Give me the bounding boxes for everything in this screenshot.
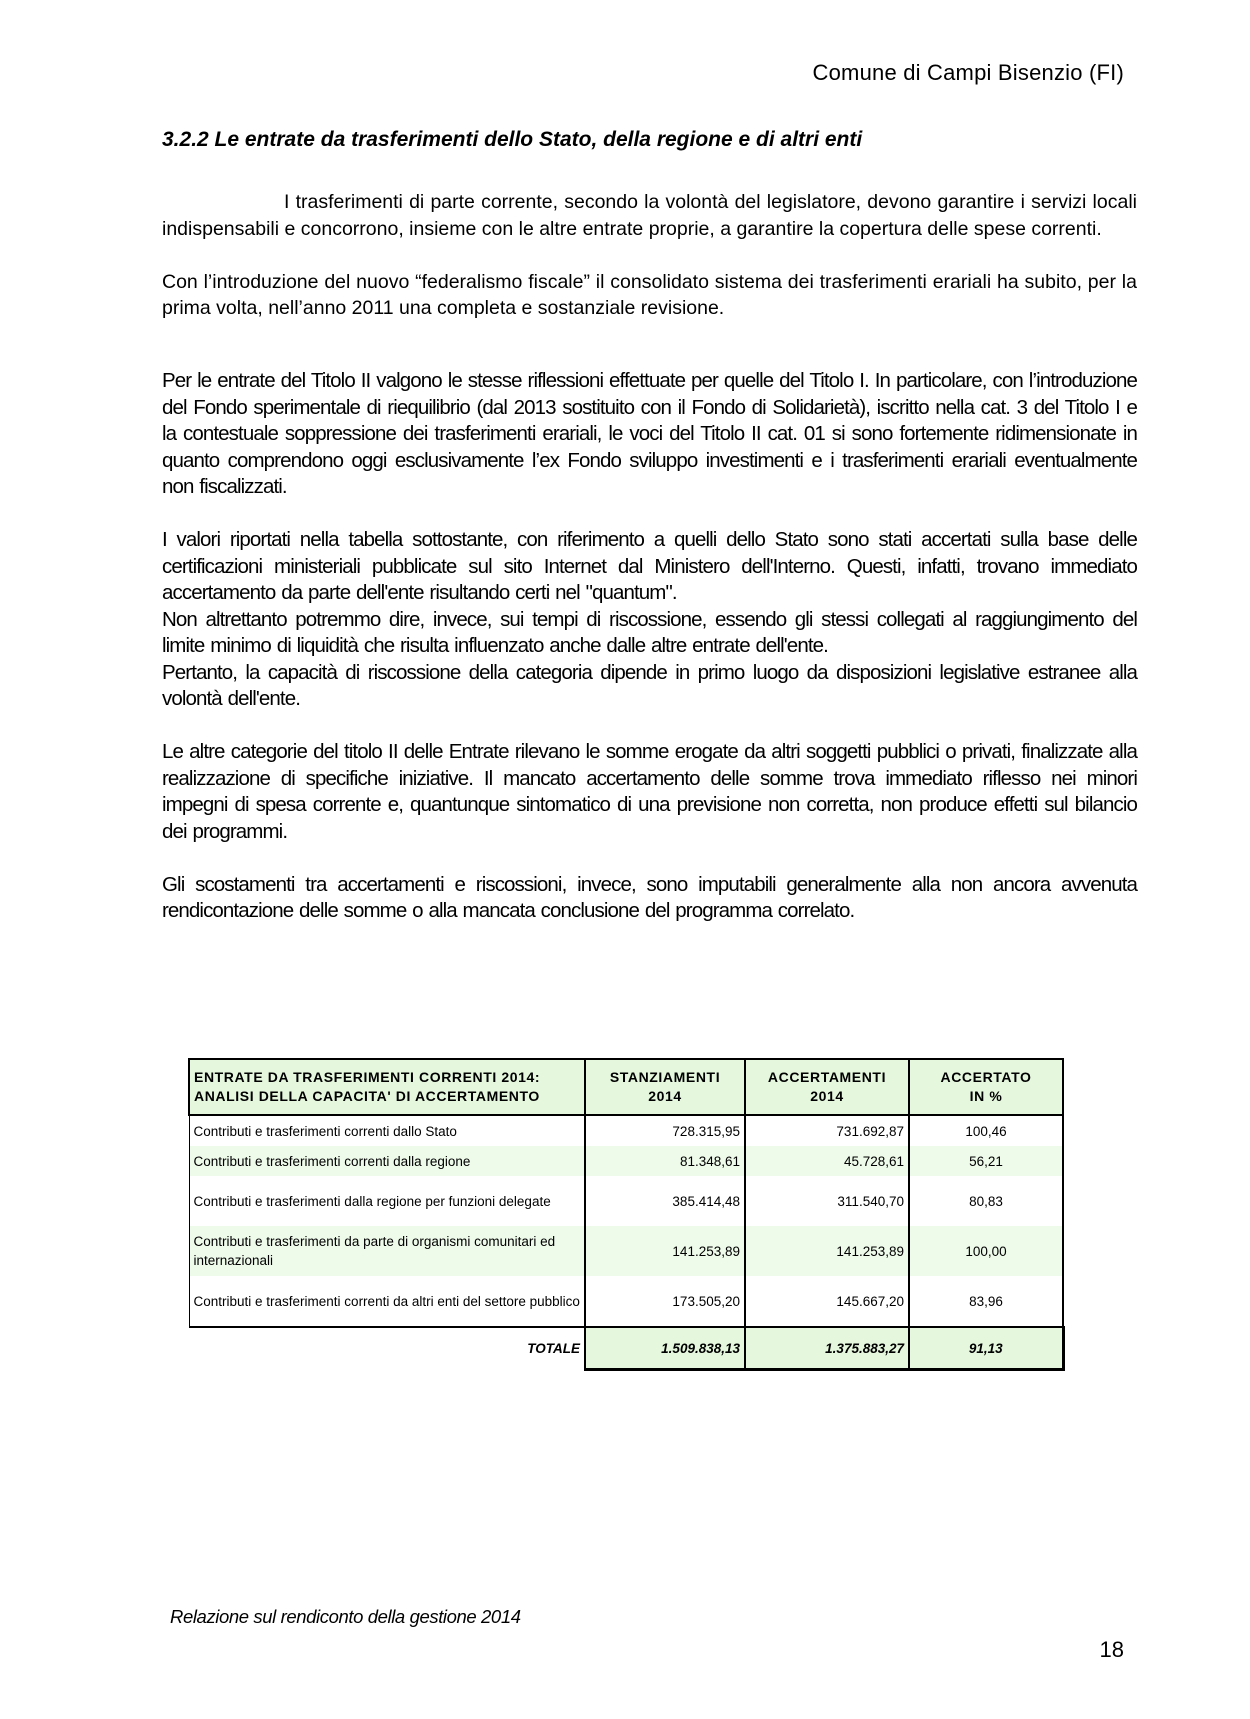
row-percentuale: 80,83 xyxy=(909,1176,1063,1226)
total-stanziamenti: 1.509.838,13 xyxy=(585,1327,745,1370)
total-accertamenti: 1.375.883,27 xyxy=(745,1327,909,1370)
row-label: Contributi e trasferimenti da parte di organismi comunitari ed internazionali xyxy=(189,1226,585,1276)
section-title: 3.2.2 Le entrate da trasferimenti dello Stato, della regione e di altri enti xyxy=(162,128,863,151)
row-accertamenti: 311.540,70 xyxy=(745,1176,909,1226)
paragraph: Con l’introduzione del nuovo “federalismo fiscale” il consolidato sistema dei trasferimenti erariali ha subito, per la prima volta, nell’anno 2011 una completa e sostanziale revisione. xyxy=(162,270,1137,319)
row-stanziamenti: 173.505,20 xyxy=(585,1276,745,1327)
row-percentuale: 83,96 xyxy=(909,1276,1063,1327)
transfers-table xyxy=(188,1058,1065,1371)
row-label: Contributi e trasferimenti dalla regione per funzioni delegate xyxy=(189,1176,585,1226)
table-row xyxy=(189,1176,1063,1226)
table-row xyxy=(189,1226,1063,1276)
row-percentuale: 56,21 xyxy=(909,1146,1063,1176)
total-label: TOTALE xyxy=(527,1341,580,1357)
table-total-row xyxy=(189,1327,1063,1370)
row-stanziamenti: 728.315,95 xyxy=(585,1115,745,1146)
paragraph: Le altre categorie del titolo II delle Entrate rilevano le somme erogate da altri soggetti pubblici o privati, finalizzate alla realizzazione di specifiche iniziative. Il mancato accertamento delle somme trova immediato riflesso nei minori impegni di spesa corrente e, quantunque sintomatico di una previsione non corretta, non produce effetti sul bilancio dei programmi. xyxy=(162,740,1137,843)
row-accertamenti: 45.728,61 xyxy=(745,1146,909,1176)
body-text-block-1 xyxy=(162,189,1137,322)
row-stanziamenti: 81.348,61 xyxy=(585,1146,745,1176)
table-header-row xyxy=(189,1059,1063,1115)
row-percentuale: 100,00 xyxy=(909,1226,1063,1276)
paragraph: Non altrettanto potremmo dire, invece, sui tempi di riscossione, essendo gli stessi collegati al raggiungimento del limite minimo di liquidità che risulta influenzato anche dalle altre entrate dell'ente. xyxy=(162,607,1137,657)
row-accertamenti: 141.253,89 xyxy=(745,1226,909,1276)
row-stanziamenti: 141.253,89 xyxy=(585,1226,745,1276)
footer-report-title: Relazione sul rendiconto della gestione 2014 xyxy=(170,1606,521,1627)
row-percentuale: 100,46 xyxy=(909,1115,1063,1146)
table-row xyxy=(189,1146,1063,1176)
row-accertamenti: 145.667,20 xyxy=(745,1276,909,1327)
paragraph: I valori riportati nella tabella sottostante, con riferimento a quelli dello Stato sono stati accertati sulla base delle certificazioni ministeriali pubblicate sul sito Internet dal Ministero dell'Interno. Questi, infatti, trovano immediato accertamento da parte dell'ente risultando certi nel "quantum". xyxy=(162,528,1137,604)
table-header-stanziamenti: STANZIAMENTI 2014 xyxy=(585,1059,745,1115)
paragraph: Pertanto, la capacità di riscossione della categoria dipende in primo luogo da disposizioni legislative estranee alla volontà dell'ente. xyxy=(162,660,1137,710)
header-organization: Comune di Campi Bisenzio (FI) xyxy=(812,60,1124,85)
row-stanziamenti: 385.414,48 xyxy=(585,1176,745,1226)
total-percentuale: 91,13 xyxy=(909,1327,1063,1370)
table-row xyxy=(189,1276,1063,1327)
row-label: Contributi e trasferimenti correnti dalla regione xyxy=(189,1146,585,1176)
table-row xyxy=(189,1115,1063,1146)
row-label: Contributi e trasferimenti correnti da altri enti del settore pubblico xyxy=(189,1276,585,1327)
row-accertamenti: 731.692,87 xyxy=(745,1115,909,1146)
body-text-block-2 xyxy=(162,368,1137,925)
table-header-percentuale: ACCERTATO IN % xyxy=(909,1059,1063,1115)
page-number: 18 xyxy=(1099,1637,1124,1662)
paragraph: I trasferimenti di parte corrente, secondo la volontà del legislatore, devono garantire i servizi locali indispensabili e concorrono, insieme con le altre entrate proprie, a garantire la copertura delle spese correnti. xyxy=(162,191,1137,240)
row-label: Contributi e trasferimenti correnti dallo Stato xyxy=(189,1115,585,1146)
paragraph: Per le entrate del Titolo II valgono le stesse riflessioni effettuate per quelle del Titolo I. In particolare, con l’introduzione del Fondo sperimentale di riequilibrio (dal 2013 sostituito con il Fondo di Solidarietà), iscritto nella cat. 3 del Titolo I e la contestuale soppressione dei trasferimenti erariali, le voci del Titolo II cat. 01 si sono fortemente ridimensionate in quanto comprendono oggi esclusivamente l’ex Fondo sviluppo investimenti e i trasferimenti erariali eventualmente non fiscalizzati. xyxy=(162,369,1137,498)
table-header-title: ENTRATE DA TRASFERIMENTI CORRENTI 2014: ANALISI DELLA CAPACITA' DI ACCERTAMENTO xyxy=(189,1059,585,1115)
paragraph: Gli scostamenti tra accertamenti e riscossioni, invece, sono imputabili generalmente alla non ancora avvenuta rendicontazione delle somme o alla mancata conclusione del programma correlato. xyxy=(162,872,1137,922)
table-header-accertamenti: ACCERTAMENTI 2014 xyxy=(745,1059,909,1115)
